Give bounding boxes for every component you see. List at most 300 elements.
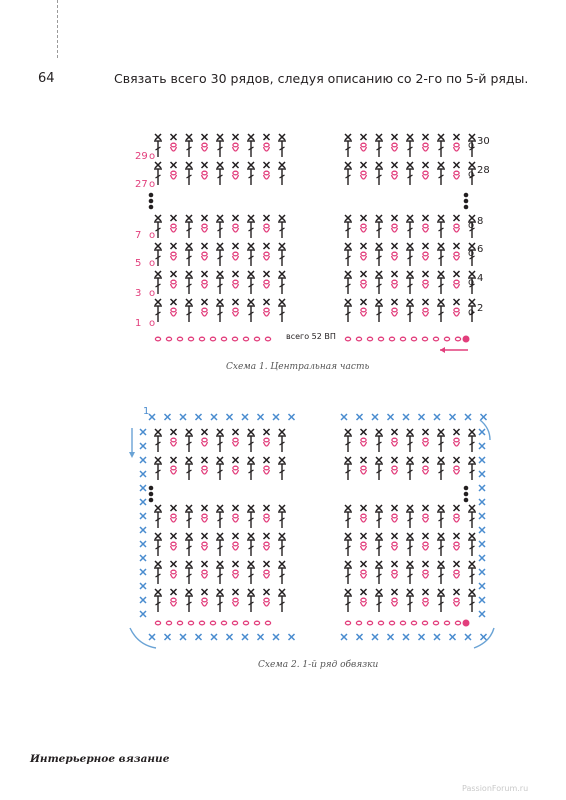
chain-stitch-symbol <box>423 598 428 602</box>
single-crochet-symbol <box>140 443 146 449</box>
chain-arch-symbol <box>264 518 270 522</box>
double-crochet-symbol <box>278 540 286 556</box>
chain-arch-symbol <box>361 442 367 446</box>
chain-stitch-symbol <box>264 542 269 546</box>
double-crochet-symbol <box>468 512 476 528</box>
single-crochet-symbol <box>186 561 192 567</box>
chain-stitch-symbol <box>361 514 366 518</box>
chain-arch-symbol <box>423 574 429 578</box>
single-crochet-symbol <box>479 541 485 547</box>
chain-stitch-symbol <box>177 621 182 625</box>
single-crochet-symbol <box>186 533 192 539</box>
double-crochet-symbol <box>185 464 193 480</box>
single-crochet-symbol <box>403 634 409 640</box>
single-crochet-symbol <box>279 561 285 567</box>
chain-arch-symbol <box>454 442 460 446</box>
single-crochet-symbol <box>227 634 233 640</box>
double-crochet-symbol <box>344 540 352 556</box>
chain-arch-symbol <box>264 574 270 578</box>
row-number-right: 6 <box>477 244 484 255</box>
single-crochet-symbol <box>258 414 264 420</box>
single-crochet-symbol <box>438 505 444 511</box>
double-crochet-symbol <box>154 568 162 584</box>
chain-stitch-symbol <box>454 570 459 574</box>
single-crochet-symbol <box>450 634 456 640</box>
single-crochet-symbol <box>279 457 285 463</box>
single-crochet-symbol <box>479 485 485 491</box>
single-crochet-symbol <box>438 589 444 595</box>
page-number: 64 <box>38 71 55 86</box>
double-crochet-symbol <box>278 436 286 452</box>
double-crochet-symbol <box>406 512 414 528</box>
single-crochet-symbol <box>345 589 351 595</box>
single-crochet-symbol <box>341 634 347 640</box>
double-crochet-symbol <box>216 436 224 452</box>
chain-stitch-symbol <box>202 542 207 546</box>
single-crochet-symbol <box>279 429 285 435</box>
instruction-text: Связать всего 30 рядов, следуя описанию со 2-го по 5-й ряды. <box>114 71 529 86</box>
chain-stitch-symbol <box>378 621 383 625</box>
chain-stitch-symbol <box>454 438 459 442</box>
chain-stitch-symbol <box>356 621 361 625</box>
turning-chain-marker: o <box>149 318 156 329</box>
single-crochet-symbol <box>376 505 382 511</box>
double-crochet-symbol <box>185 512 193 528</box>
chain-stitch-symbol <box>392 514 397 518</box>
double-crochet-symbol <box>406 568 414 584</box>
single-crochet-symbol <box>155 533 161 539</box>
single-crochet-symbol <box>155 429 161 435</box>
single-crochet-symbol <box>361 533 367 539</box>
single-crochet-symbol <box>479 513 485 519</box>
double-crochet-symbol <box>468 568 476 584</box>
turning-chain-marker: o <box>149 151 156 162</box>
single-crochet-symbol <box>171 533 177 539</box>
chain-arch-symbol <box>233 518 239 522</box>
single-crochet-symbol <box>372 634 378 640</box>
single-crochet-symbol <box>140 471 146 477</box>
single-crochet-symbol <box>140 611 146 617</box>
single-crochet-symbol <box>392 533 398 539</box>
chain-stitch-symbol <box>171 438 176 442</box>
single-crochet-symbol <box>479 527 485 533</box>
chain-arch-symbol <box>454 470 460 474</box>
chain-stitch-symbol <box>423 542 428 546</box>
chain-arch-symbol <box>392 442 398 446</box>
double-crochet-symbol <box>437 568 445 584</box>
single-crochet-symbol <box>273 634 279 640</box>
scheme-1-caption: Схема 1. Центральная часть <box>226 362 370 372</box>
single-crochet-symbol <box>403 414 409 420</box>
double-crochet-symbol <box>375 540 383 556</box>
turning-chain-marker: o <box>468 277 475 288</box>
single-crochet-symbol <box>258 634 264 640</box>
single-crochet-symbol <box>264 533 270 539</box>
double-crochet-symbol <box>375 464 383 480</box>
double-crochet-symbol <box>154 436 162 452</box>
single-crochet-symbol <box>454 505 460 511</box>
single-crochet-symbol <box>454 457 460 463</box>
chain-stitch-symbol <box>392 438 397 442</box>
single-crochet-symbol <box>450 414 456 420</box>
double-crochet-symbol <box>406 436 414 452</box>
single-crochet-symbol <box>171 457 177 463</box>
single-crochet-symbol <box>388 634 394 640</box>
double-crochet-symbol <box>278 596 286 612</box>
single-crochet-symbol <box>264 561 270 567</box>
double-crochet-symbol <box>468 464 476 480</box>
single-crochet-symbol <box>392 429 398 435</box>
single-crochet-symbol <box>233 561 239 567</box>
single-crochet-symbol <box>454 589 460 595</box>
chain-stitch-symbol <box>171 466 176 470</box>
double-crochet-symbol <box>247 568 255 584</box>
single-crochet-symbol <box>407 505 413 511</box>
single-crochet-symbol <box>248 589 254 595</box>
chain-arch-symbol <box>202 602 208 606</box>
single-crochet-symbol <box>279 505 285 511</box>
chain-stitch-symbol <box>454 514 459 518</box>
chain-stitch-symbol <box>433 621 438 625</box>
single-crochet-symbol <box>438 429 444 435</box>
single-crochet-symbol <box>481 414 487 420</box>
single-crochet-symbol <box>248 533 254 539</box>
single-crochet-symbol <box>357 414 363 420</box>
single-crochet-symbol <box>376 457 382 463</box>
chain-stitch-symbol <box>345 621 350 625</box>
chain-arch-symbol <box>454 602 460 606</box>
single-crochet-symbol <box>423 561 429 567</box>
chain-arch-symbol <box>264 602 270 606</box>
single-crochet-symbol <box>264 589 270 595</box>
chain-stitch-symbol <box>264 570 269 574</box>
single-crochet-symbol <box>242 414 248 420</box>
single-crochet-symbol <box>227 414 233 420</box>
double-crochet-symbol <box>216 596 224 612</box>
double-crochet-symbol <box>154 540 162 556</box>
direction-arrow-head <box>129 452 135 458</box>
continuation-dot <box>149 486 154 491</box>
double-crochet-symbol <box>375 436 383 452</box>
single-crochet-symbol <box>149 414 155 420</box>
single-crochet-symbol <box>361 561 367 567</box>
chain-start-dot <box>463 620 470 627</box>
single-crochet-symbol <box>407 533 413 539</box>
double-crochet-symbol <box>185 540 193 556</box>
single-crochet-symbol <box>469 533 475 539</box>
single-crochet-symbol <box>217 429 223 435</box>
double-crochet-symbol <box>344 464 352 480</box>
single-crochet-symbol <box>211 634 217 640</box>
single-crochet-symbol <box>140 541 146 547</box>
single-crochet-symbol <box>202 457 208 463</box>
double-crochet-symbol <box>406 540 414 556</box>
chain-stitch-symbol <box>202 598 207 602</box>
single-crochet-symbol <box>155 561 161 567</box>
double-crochet-symbol <box>375 596 383 612</box>
chain-arch-symbol <box>392 602 398 606</box>
single-crochet-symbol <box>407 589 413 595</box>
chain-arch-symbol <box>392 470 398 474</box>
single-crochet-symbol <box>392 561 398 567</box>
single-crochet-symbol <box>233 505 239 511</box>
turning-chain-marker: o <box>468 248 475 259</box>
row-number-right: 8 <box>477 216 484 227</box>
single-crochet-symbol <box>361 505 367 511</box>
double-crochet-symbol <box>437 512 445 528</box>
turning-chain-marker: o <box>149 179 156 190</box>
chain-stitch-symbol <box>202 570 207 574</box>
watermark: PassionForum.ru <box>462 784 529 793</box>
double-crochet-symbol <box>278 464 286 480</box>
chain-stitch-symbol <box>454 542 459 546</box>
chain-arch-symbol <box>202 518 208 522</box>
single-crochet-symbol <box>423 429 429 435</box>
single-crochet-symbol <box>454 533 460 539</box>
turning-chain-marker: o <box>468 307 475 318</box>
single-crochet-symbol <box>469 457 475 463</box>
turning-chain-marker: o <box>149 258 156 269</box>
chain-stitch-symbol <box>171 542 176 546</box>
single-crochet-symbol <box>242 634 248 640</box>
turning-chain-marker: o <box>149 288 156 299</box>
single-crochet-symbol <box>469 505 475 511</box>
chain-arch-symbol <box>454 518 460 522</box>
chain-stitch-symbol <box>400 621 405 625</box>
turning-chain-marker: o <box>468 220 475 231</box>
row-number-left: 27 <box>135 179 148 190</box>
chain-arch-symbol <box>171 470 177 474</box>
single-crochet-symbol <box>180 414 186 420</box>
single-crochet-symbol <box>345 505 351 511</box>
single-crochet-symbol <box>479 499 485 505</box>
single-crochet-symbol <box>248 429 254 435</box>
double-crochet-symbol <box>216 540 224 556</box>
chain-stitch-symbol <box>423 570 428 574</box>
chain-arch-symbol <box>233 546 239 550</box>
chain-stitch-symbol <box>423 438 428 442</box>
chain-stitch-symbol <box>233 466 238 470</box>
chain-stitch-symbol <box>392 466 397 470</box>
single-crochet-symbol <box>479 429 485 435</box>
chain-arch-symbol <box>392 518 398 522</box>
single-crochet-symbol <box>423 589 429 595</box>
single-crochet-symbol <box>217 589 223 595</box>
single-crochet-symbol <box>140 569 146 575</box>
chain-arch-symbol <box>233 574 239 578</box>
single-crochet-symbol <box>479 583 485 589</box>
single-crochet-symbol <box>233 589 239 595</box>
row-number-left: 29 <box>135 151 148 162</box>
double-crochet-symbol <box>375 568 383 584</box>
single-crochet-symbol <box>140 597 146 603</box>
single-crochet-symbol <box>465 414 471 420</box>
single-crochet-symbol <box>479 597 485 603</box>
row-number-left: 5 <box>135 258 142 269</box>
single-crochet-symbol <box>279 589 285 595</box>
double-crochet-symbol <box>278 512 286 528</box>
single-crochet-symbol <box>438 561 444 567</box>
chain-stitch-symbol <box>232 621 237 625</box>
single-crochet-symbol <box>248 457 254 463</box>
row-number-left: 7 <box>135 230 142 241</box>
chain-stitch-symbol <box>423 514 428 518</box>
chain-arch-symbol <box>171 546 177 550</box>
single-crochet-symbol <box>376 429 382 435</box>
chain-stitch-symbol <box>361 570 366 574</box>
double-crochet-symbol <box>437 464 445 480</box>
chain-stitch-symbol <box>210 621 215 625</box>
chain-stitch-symbol <box>233 542 238 546</box>
chain-stitch-symbol <box>361 466 366 470</box>
double-crochet-symbol <box>154 596 162 612</box>
single-crochet-symbol <box>479 471 485 477</box>
double-crochet-symbol <box>216 464 224 480</box>
single-crochet-symbol <box>392 457 398 463</box>
double-crochet-symbol <box>406 464 414 480</box>
single-crochet-symbol <box>149 634 155 640</box>
chain-arch-symbol <box>392 546 398 550</box>
single-crochet-symbol <box>196 414 202 420</box>
double-crochet-symbol <box>437 436 445 452</box>
chain-stitch-symbol <box>264 466 269 470</box>
chain-arch-symbol <box>392 574 398 578</box>
chain-arch-symbol <box>423 546 429 550</box>
chain-arch-symbol <box>233 470 239 474</box>
chain-arch-symbol <box>361 470 367 474</box>
single-crochet-symbol <box>202 429 208 435</box>
turning-chain-marker: o <box>149 230 156 241</box>
chain-stitch-symbol <box>254 621 259 625</box>
single-crochet-symbol <box>345 429 351 435</box>
single-crochet-symbol <box>479 611 485 617</box>
chain-stitch-symbol <box>454 466 459 470</box>
double-crochet-symbol <box>344 436 352 452</box>
single-crochet-symbol <box>376 533 382 539</box>
chain-stitch-symbol <box>455 621 460 625</box>
single-crochet-symbol <box>140 513 146 519</box>
single-crochet-symbol <box>186 429 192 435</box>
single-crochet-symbol <box>171 561 177 567</box>
single-crochet-symbol <box>407 561 413 567</box>
single-crochet-symbol <box>217 533 223 539</box>
single-crochet-symbol <box>264 429 270 435</box>
single-crochet-symbol <box>341 414 347 420</box>
single-crochet-symbol <box>217 457 223 463</box>
double-crochet-symbol <box>185 596 193 612</box>
footer-book-title: Интерьерное вязание <box>30 753 170 765</box>
single-crochet-symbol <box>361 457 367 463</box>
single-crochet-symbol <box>454 429 460 435</box>
double-crochet-symbol <box>185 436 193 452</box>
chain-arch-symbol <box>423 470 429 474</box>
continuation-dot <box>464 486 469 491</box>
chain-stitch-symbol <box>389 621 394 625</box>
chain-arch-symbol <box>454 546 460 550</box>
chain-arch-symbol <box>361 518 367 522</box>
chain-arch-symbol <box>233 602 239 606</box>
single-crochet-symbol <box>361 429 367 435</box>
chain-stitch-symbol <box>392 598 397 602</box>
chain-stitch-symbol <box>202 438 207 442</box>
double-crochet-symbol <box>437 540 445 556</box>
single-crochet-symbol <box>419 634 425 640</box>
single-crochet-symbol <box>423 533 429 539</box>
chain-stitch-symbol <box>422 621 427 625</box>
chain-arch-symbol <box>202 442 208 446</box>
turning-chain-marker: o <box>468 169 475 180</box>
double-crochet-symbol <box>216 512 224 528</box>
chain-arch-symbol <box>361 602 367 606</box>
single-crochet-symbol <box>264 505 270 511</box>
continuation-dot <box>464 498 469 503</box>
single-crochet-symbol <box>155 457 161 463</box>
single-crochet-symbol <box>233 533 239 539</box>
chain-stitch-symbol <box>155 621 160 625</box>
single-crochet-symbol <box>186 457 192 463</box>
chain-stitch-symbol <box>361 438 366 442</box>
chain-arch-symbol <box>264 442 270 446</box>
scheme-2-caption: Схема 2. 1-й ряд обвязки <box>258 660 379 670</box>
single-crochet-symbol <box>423 457 429 463</box>
start-row-label: 1 <box>143 406 150 417</box>
double-crochet-symbol <box>406 596 414 612</box>
double-crochet-symbol <box>344 512 352 528</box>
single-crochet-symbol <box>248 561 254 567</box>
single-crochet-symbol <box>196 634 202 640</box>
double-crochet-symbol <box>468 596 476 612</box>
chain-arch-symbol <box>202 574 208 578</box>
single-crochet-symbol <box>140 457 146 463</box>
chain-stitch-symbol <box>233 438 238 442</box>
single-crochet-symbol <box>454 561 460 567</box>
single-crochet-symbol <box>388 414 394 420</box>
chain-arch-symbol <box>361 546 367 550</box>
chain-arch-symbol <box>171 602 177 606</box>
chain-stitch-symbol <box>233 570 238 574</box>
chain-stitch-symbol <box>392 542 397 546</box>
single-crochet-symbol <box>465 634 471 640</box>
chain-stitch-symbol <box>199 621 204 625</box>
chain-stitch-symbol <box>202 466 207 470</box>
chain-arch-symbol <box>202 470 208 474</box>
chain-stitch-symbol <box>233 514 238 518</box>
single-crochet-symbol <box>345 533 351 539</box>
single-crochet-symbol <box>345 457 351 463</box>
single-crochet-symbol <box>481 634 487 640</box>
single-crochet-symbol <box>171 505 177 511</box>
chain-stitch-symbol <box>454 598 459 602</box>
chain-arch-symbol <box>264 470 270 474</box>
chain-stitch-symbol <box>188 621 193 625</box>
chain-stitch-symbol <box>171 570 176 574</box>
single-crochet-symbol <box>279 533 285 539</box>
single-crochet-symbol <box>361 589 367 595</box>
chain-stitch-symbol <box>171 598 176 602</box>
chain-stitch-symbol <box>221 621 226 625</box>
chain-stitch-symbol <box>171 514 176 518</box>
single-crochet-symbol <box>372 414 378 420</box>
single-crochet-symbol <box>479 555 485 561</box>
chain-total-label: всего 52 ВП <box>286 332 336 341</box>
single-crochet-symbol <box>345 561 351 567</box>
chain-stitch-symbol <box>367 621 372 625</box>
single-crochet-symbol <box>469 429 475 435</box>
continuation-dot <box>149 492 154 497</box>
turning-chain-marker: o <box>468 140 475 151</box>
row-number-right: 4 <box>477 273 484 284</box>
double-crochet-symbol <box>468 540 476 556</box>
